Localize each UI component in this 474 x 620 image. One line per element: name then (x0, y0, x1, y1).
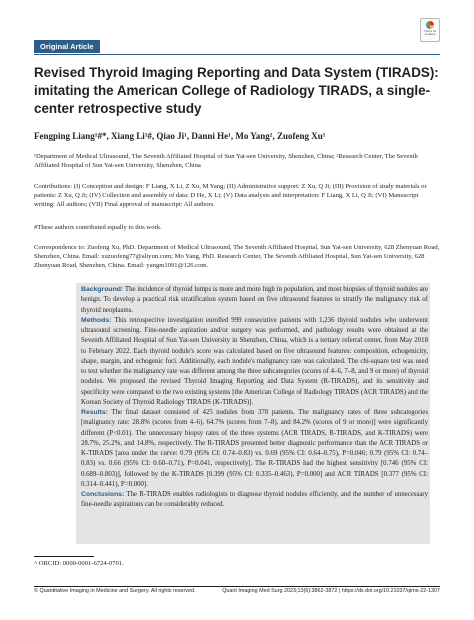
equal-contribution-note: #These authors contributed equally to this work. (34, 224, 162, 231)
author-list: Fengping Liang¹#*, Xiang Li¹#, Qiao Ji¹, Danni He¹, Mo Yang², Zuofeng Xu¹ (34, 131, 326, 141)
section-tag-rule (34, 54, 440, 55)
footnote-rule (34, 556, 94, 557)
methods-heading: Methods: (81, 316, 112, 324)
abstract-conclusions (81, 490, 428, 511)
journal-citation[interactable]: Quant Imaging Med Surg 2023;13(6):3862-3872 | https://dx.doi.org/10.21037/qims-22-1307 (222, 588, 440, 594)
check-for-updates-badge[interactable] (420, 18, 440, 42)
results-heading: Results: (81, 409, 109, 416)
crossmark-icon (426, 21, 434, 29)
check-for-updates-label: Check for updates (423, 29, 437, 37)
correspondence: Correspondence to: Zuofeng Xu, PhD. Department of Medical Ultrasound, The Seventh Affiliated Hospital, Sun Yat-sen University, 628 Zhenyuan Road, Shenzhen, China. Email: xuzuofeng77@aliyun.com; Mo Yang, PhD. Research Center, The Seventh Affiliated Hospital, Sun Yat-sen University, 628 Zhenyuan Road, Shenzhen, China. Email: yangm1091@126.com. (34, 244, 440, 270)
abstract-methods (81, 316, 428, 408)
copyright-notice: © Quantitative Imaging in Medicine and Surgery. All rights reserved. (34, 588, 196, 594)
abstract-background (81, 285, 428, 316)
background-heading: Background: (81, 286, 124, 293)
section-tag: Original Article (34, 40, 100, 53)
background-body: The incidence of thyroid lumps is more and more high in population, and most biopsies of thyroid nodules are benign. To develop a practical risk stratification system based on five ultrasound features to stratify the malignancy risk of thyroid neoplasms. (81, 286, 428, 314)
affiliations: ¹Department of Medical Ultrasound, The Seventh Affiliated Hospital of Sun Yat-sen University, Shenzhen, China; ²Research Center, The Seventh Affiliated Hospital of Sun Yat-sen University, Shenzhen, China (34, 153, 418, 170)
top-margin (0, 0, 474, 6)
abstract-results (81, 408, 428, 490)
conclusions-body: The R-TIRADS enables radiologists to diagnose thyroid nodules efficiently, and the number of unnecessary fine-needle aspirations can be considerably reduced. (81, 491, 428, 509)
author-contributions: Contributions: (I) Conception and design: F Liang, X Li, Z Xu, M Yang; (II) Administrative support: Z Xu, Q Ji; (III) Provision of study materials or patients: Z Xu, Q Ji; (IV) Collection and assembly of data: D He, X Li; (V) Data analysis and interpretation: F Liang, X Li, Q Ji; (VI) Manuscript writing: All authors; (VII) Final approval of manuscript: All authors. (34, 183, 427, 209)
results-body: The final dataset consisted of 425 nodules from 370 patients. The malignancy rates of three subcategories [malignancy rate: 28.8% (scores from 4–6), 64.7% (scores from 7–8), and 84.2% (scores of 9 or more)] were significantly different (P<0.01). The unnecessary biopsy rates of the three systems (ACR TIRADS, R-TIRADS, and K-TIRADS) were 28.7%, 25.2%, and 14.8%, respectively. The R-TIRADS presented better diagnostic performance than the ACR TIRADS or K-TIRADS [area under the curve: 0.79 (95% CI: 0.74–0.83) vs. 0.69 (95% CI: 0.64–0.75), P=0.046; 0.79 (95% CI: 0.74–0.83) vs. 0.66 (95% CI: 0.60–0.71), P=0.041, respectively]. The R-TIRADS had the highest sensitivity [0.746 (95% CI: 0.689–0.803)], followed by the K-TIRADS [0.399 (95% CI: 0.335–0.463), P=0.000] and ACR TIRADS [0.377 (95% CI: 0.314–0.441), P=0.000]. (81, 409, 428, 488)
abstract-text (81, 285, 428, 511)
methods-body: This retrospective investigation enrolled 999 consecutive patients with 1,236 thyroid nodules who underwent ultrasound screening. Fine-needle aspiration and/or surgery was performed, and pathology results were obtained at the Seventh Affiliated Hospital of Sun Yat-sen University in Shenzhen, China, which is a tertiary referral center, from May 2018 to February 2022. Each thyroid nodule's score was calculated based on five ultrasound features: composition, echogenicity, shape, margin, and echogenic foci. Additionally, each nodule's malignancy rate was calculated. The chi-square test was used to test whether the malignancy rate was different among the three subcategories (scores of 4–6, 7–8, and 9 or more) of thyroid nodules. We proposed the revised Thyroid Imaging Reporting and Data System (R-TIRADS), and its sensitivity and specificity were compared to the two existing systems [the American College of Radiology TIRADS (ACR TIRADS) and the Korean Society of Thyroid Radiology TIRADS (K-TIRADS)]. (81, 316, 428, 406)
orcid-note: ^ ORCID: 0000-0001-6724-0701. (34, 560, 124, 567)
conclusions-heading: Conclusions: (81, 491, 125, 498)
article-title: Revised Thyroid Imaging Reporting and Data System (TIRADS): imitating the American College of Radiology TIRADS, a single-center retrospective study (34, 65, 439, 116)
footer-rule (34, 586, 440, 587)
